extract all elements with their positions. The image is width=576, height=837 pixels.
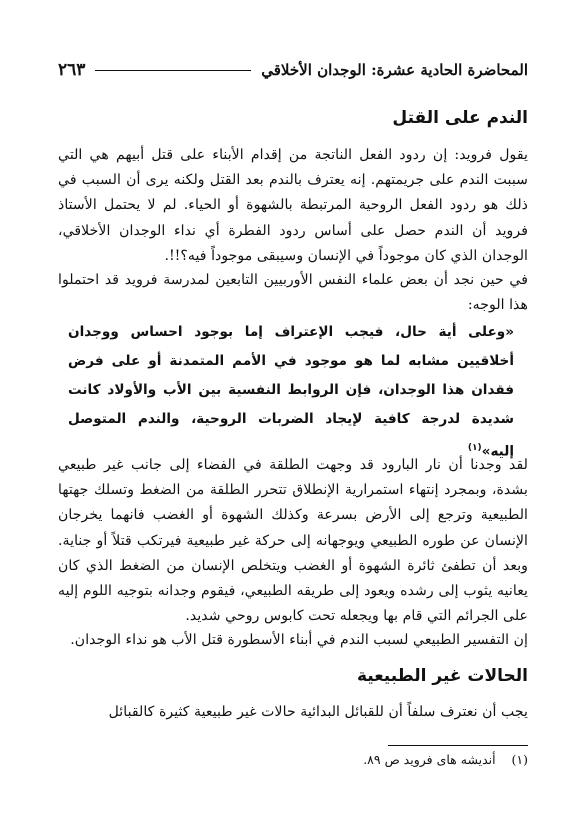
page-number: ٢٦٣ — [58, 60, 86, 80]
paragraph-natural-explanation: إن التفسير الطبيعي لسبب الندم في أبناء الأسطورة قتل الأب هو نداء الوجدان. — [70, 632, 528, 648]
paragraph-freud-remorse: يقول فرويد: إن ردود الفعل الناتجة من إقدام الأبناء على قتل أبيهم هي التي سببت الندم على جريمتهم. إنه يعترف بالندم بعد القتل ولكنه يرى أن السبب في ذلك هو ردود الفعل الروحية المرتبطة بالشهوة أو الحياء. لم لا يحتمل الأستاذ فرويد أن الندم حصل على أساس ردود الفطرة أي نداء الوجدان الأخلاقي، الوجدان الذي كان موجوداً في الإنسان وسيبقى موجوداً فيه؟!!. — [58, 147, 528, 264]
paragraph-european-psychologists: في حين نجد أن بعض علماء النفس الأوربيين التابعين لمدرسة فرويد قد احتملوا هذا الوجه: — [58, 272, 528, 314]
quote-text: «وعلى أية حال، فيجب الإعتراف إما بوجود احساس ووجدان أخلاقيين مشابه لما هو موجود في الأمم المتمدنة أو على فرض فقدان هذا الوجدان، فإن الروابط النفسية بين الأب والأولاد كانت شديدة لدرجة كافية لإيجاد الضربات الروحية، والندم المتوصل إليه» — [68, 324, 514, 460]
header-title: المحاضرة الحادية عشرة: الوجدان الأخلاقي — [261, 61, 528, 79]
footnote-text: أنديشه هاى فرويد ص ٨٩. — [363, 752, 496, 767]
footnote-rule — [388, 745, 528, 746]
paragraph-gunpowder-analogy: لقد وجدنا أن نار البارود قد وجهت الطلقة في الفضاء إلى جانب غير طبيعي بشدة، وبمجرد إنتهاء استمرارية الإنطلاق تتحرر الطلقة من الضغط وتسلك جهتها الطبيعية وترجع إلى الأرض بسرعة وكذلك الشهوة أو الغضب فانهما يخرجان الإنسان عن طوره الطبيعي ويوجهانه إلى حركة غير طبيعية فيرتكب قتلاً أو جناية. وبعد أن تطفئ ثائرة الشهوة أو الغضب ويتخلص الإنسان من الضغط الذي كان يعانيه يثوب إلى رشده ويعود إلى طريقه الطبيعي، فيقوم وجدانه بتوجيه اللوم إليه على الجرائم التي قام بها ويجعله تحت كابوس روحي شديد. — [58, 457, 528, 625]
block-quote — [68, 318, 514, 467]
footnote — [58, 752, 528, 767]
header-rule — [95, 70, 251, 71]
paragraph-primitive-tribes: يجب أن نعترف سلفاً أن للقبائل البدائية حالات غير طبيعية كثيرة كالقبائل — [108, 704, 528, 720]
section-heading-remorse: الندم على القتل — [392, 108, 528, 128]
footnote-ref[interactable]: (١) — [467, 443, 482, 453]
section-heading-abnormal-cases: الحالات غير الطبيعية — [356, 666, 528, 686]
running-header — [58, 58, 528, 82]
book-page — [58, 0, 528, 837]
footnote-number: (١) — [511, 752, 528, 767]
